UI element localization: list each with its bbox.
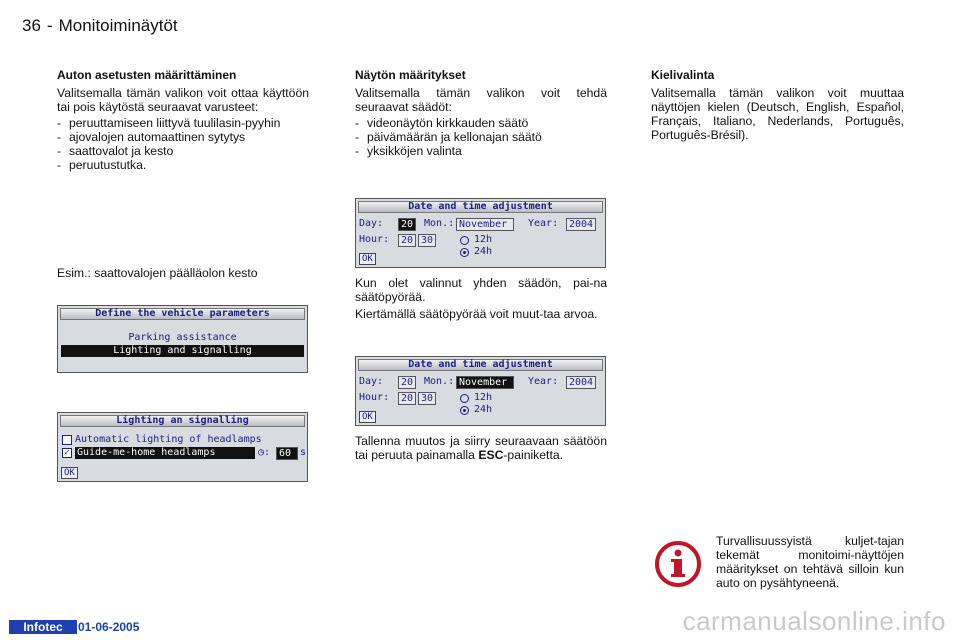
instruction-save xyxy=(355,434,607,464)
year-field[interactable]: 2004 xyxy=(566,376,596,389)
screen-title: Date and time adjustment xyxy=(358,359,603,371)
screen-title: Date and time adjustment xyxy=(358,201,603,213)
screen-date-time-2 xyxy=(355,356,606,426)
section-intro: Valitsemalla tämän valikon voit tehdä seuraavat säädöt: xyxy=(355,86,607,114)
instruction-text: Kun olet valinnut yhden säädön, pai-na säätöpyörää. xyxy=(355,276,607,304)
section-heading: Kielivalinta xyxy=(651,68,715,82)
hour-label: Hour: xyxy=(359,392,390,403)
radio-12h-label: 12h xyxy=(474,234,493,245)
section-intro: Valitsemalla tämän valikon voit ottaa käyttöön tai pois käytöstä seuraavat varusteet: xyxy=(57,86,309,114)
section-vehicle-settings xyxy=(57,68,309,172)
hour-field[interactable]: 20 xyxy=(398,392,416,405)
screen-vehicle-parameters xyxy=(57,305,308,373)
page-title: Monitoiminäytöt xyxy=(58,16,178,35)
ok-button[interactable]: OK xyxy=(61,467,78,479)
section-display-settings xyxy=(355,68,607,158)
footer-date: 01-06-2005 xyxy=(78,620,140,634)
day-label: Day: xyxy=(359,376,384,387)
list-item: - päivämäärän ja kellonajan säätö xyxy=(355,130,607,144)
ok-button[interactable]: OK xyxy=(359,411,376,423)
section-heading: Auton asetusten määrittäminen xyxy=(57,68,237,82)
instruction-text-end: -painiketta. xyxy=(503,448,563,462)
list-item: - ajovalojen automaattinen sytytys xyxy=(57,130,309,144)
duration-value[interactable]: 60 xyxy=(276,447,298,460)
year-field[interactable]: 2004 xyxy=(566,218,596,231)
instruction-text xyxy=(355,434,607,462)
month-field[interactable]: November xyxy=(456,376,514,389)
hour-label: Hour: xyxy=(359,234,390,245)
screen-title: Lighting an signalling xyxy=(60,415,305,427)
infotec-logo: Infotec xyxy=(9,620,77,634)
day-field[interactable]: 20 xyxy=(398,218,416,231)
hour-field[interactable]: 20 xyxy=(398,234,416,247)
minute-field[interactable]: 30 xyxy=(418,392,436,405)
adjustment-list xyxy=(355,116,607,158)
radio-24h[interactable] xyxy=(460,248,469,257)
month-label: Mon.: xyxy=(424,376,455,387)
list-item: - peruuttamiseen liittyvä tuulilasin-pyyhin xyxy=(57,116,309,130)
info-icon xyxy=(654,540,702,588)
radio-12h[interactable] xyxy=(460,236,469,245)
esc-key-label: ESC xyxy=(478,448,504,462)
page-header xyxy=(22,16,184,36)
clock-icon: ◷: xyxy=(258,447,271,458)
screen-title: Define the vehicle parameters xyxy=(60,308,305,320)
option-label: Automatic lighting of headlamps xyxy=(75,434,262,445)
menu-item-parking-assistance[interactable]: Parking assistance xyxy=(128,332,237,343)
section-heading: Näytön määritykset xyxy=(355,68,466,82)
list-item: - videonäytön kirkkauden säätö xyxy=(355,116,607,130)
watermark: carmanualsonline.info xyxy=(682,606,946,636)
header-separator: - xyxy=(46,16,53,35)
list-item: - peruutustutka. xyxy=(57,158,309,172)
minute-field[interactable]: 30 xyxy=(418,234,436,247)
year-label: Year: xyxy=(528,376,559,387)
menu-item-lighting-signalling[interactable]: Lighting and signalling xyxy=(61,345,304,357)
section-language xyxy=(651,68,904,144)
guide-me-home-checkbox[interactable]: ✓ xyxy=(62,448,72,458)
radio-24h-label: 24h xyxy=(474,246,493,257)
day-label: Day: xyxy=(359,218,384,229)
safety-notice: Turvallisuussyistä kuljet-tajan tekemät monitoimi-näyttöjen määritykset on tehtävä silloin kun auto on pysähtyneenä. xyxy=(716,534,904,590)
year-label: Year: xyxy=(528,218,559,229)
duration-unit: s xyxy=(300,447,307,458)
month-label: Mon.: xyxy=(424,218,455,229)
list-item: - yksikköjen valinta xyxy=(355,144,607,158)
instruction-text: Kiertämällä säätöpyörää voit muut-taa arvoa. xyxy=(355,307,598,321)
page-number: 36 xyxy=(22,16,41,35)
auto-headlamps-checkbox[interactable] xyxy=(62,435,72,445)
ok-button[interactable]: OK xyxy=(359,253,376,265)
instruction-select xyxy=(355,276,607,323)
radio-12h-label: 12h xyxy=(474,392,493,403)
screen-date-time-1 xyxy=(355,198,606,268)
screen-lighting-signalling xyxy=(57,412,308,482)
equipment-list xyxy=(57,116,309,172)
radio-24h[interactable] xyxy=(460,406,469,415)
radio-24h-label: 24h xyxy=(474,404,493,415)
option-label-selected: Guide-me-home headlamps xyxy=(75,447,255,459)
instruction-text-part: Tallenna muutos ja siirry seuraavaan säätöön tai peruuta painamalla xyxy=(355,434,607,462)
section-body: Valitsemalla tämän valikon voit muuttaa näyttöjen kielen (Deutsch, English, Español, Français, Italiano, Nederlands, Português, Português-Brésil). xyxy=(651,86,904,142)
day-field[interactable]: 20 xyxy=(398,376,416,389)
month-field[interactable]: November xyxy=(456,218,514,231)
list-item: - saattovalot ja kesto xyxy=(57,144,309,158)
radio-12h[interactable] xyxy=(460,394,469,403)
example-caption: Esim.: saattovalojen päälläolon kesto xyxy=(57,266,258,280)
